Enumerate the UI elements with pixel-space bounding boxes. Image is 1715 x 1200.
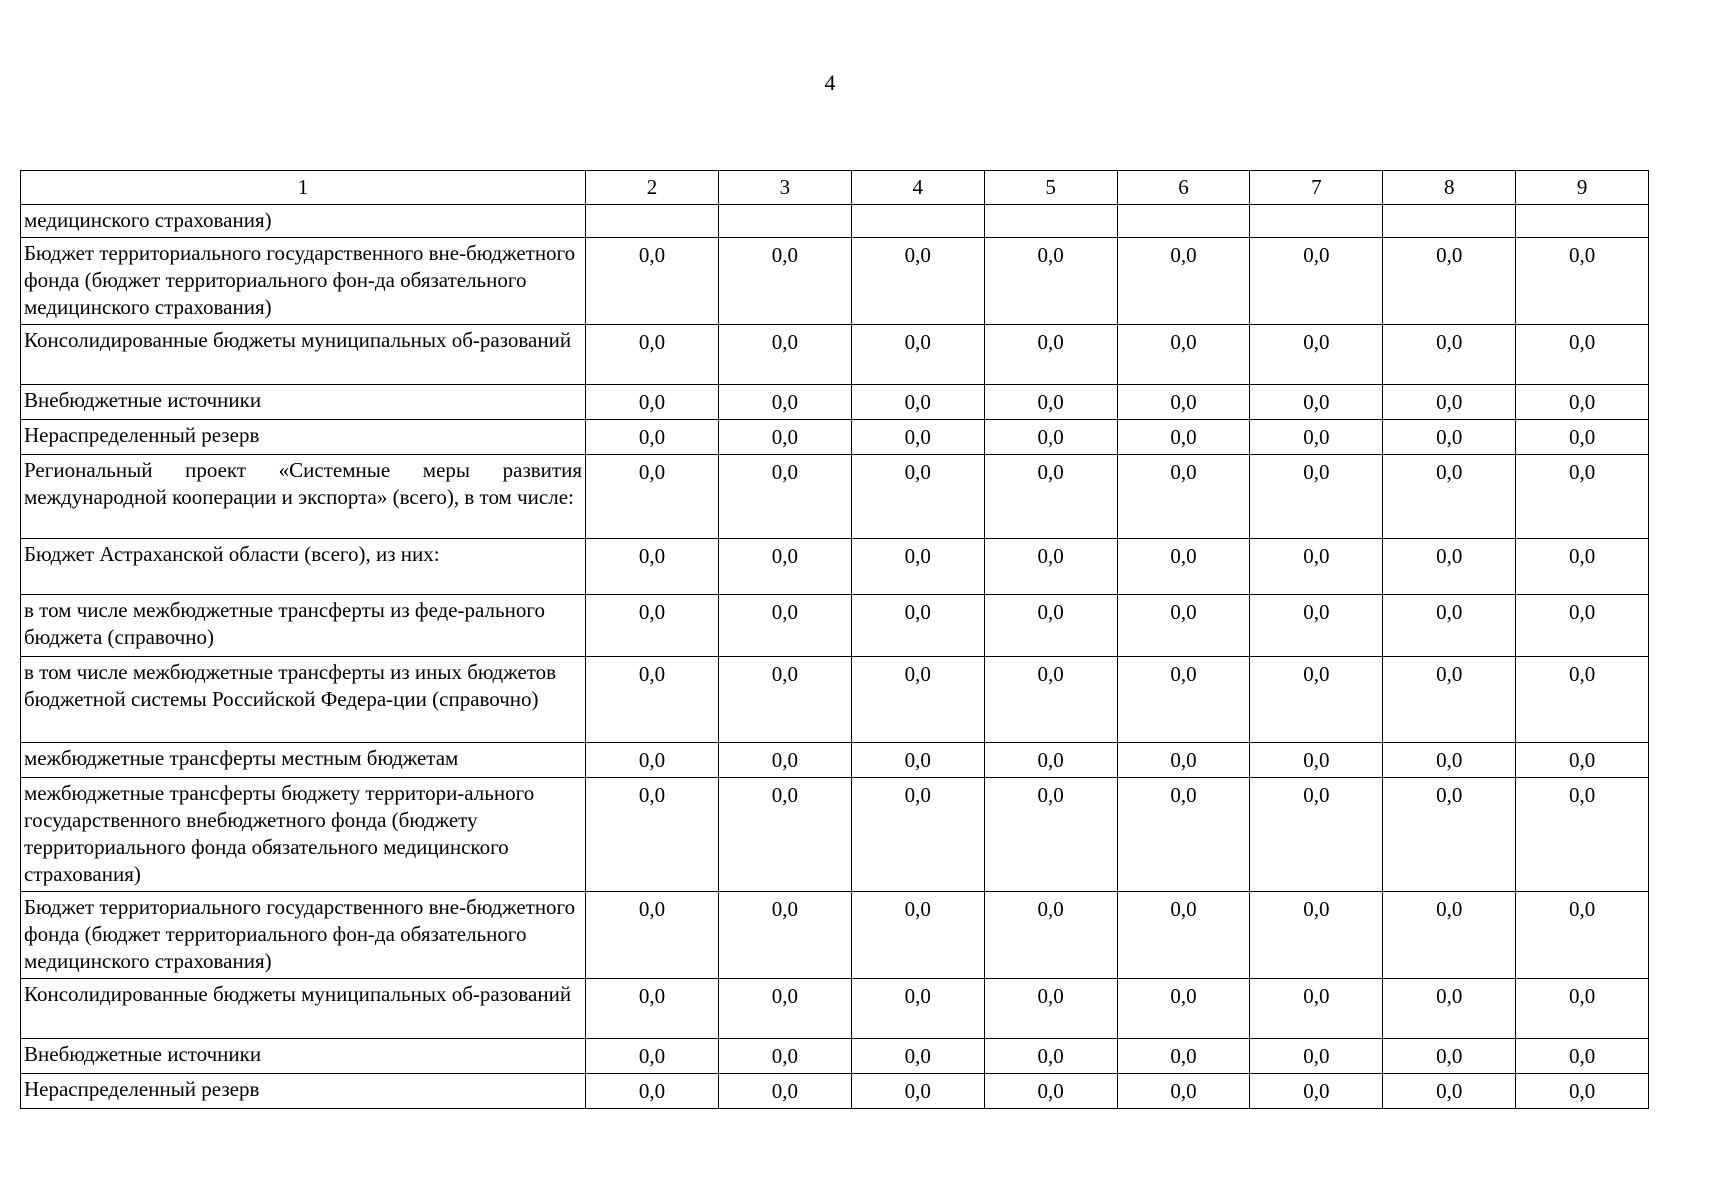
- value-cell: 0,0: [1383, 892, 1516, 979]
- value-cell: 0,0: [1117, 238, 1250, 325]
- value-cell: 0,0: [984, 385, 1117, 420]
- value-cell: 0,0: [1250, 420, 1383, 455]
- value-cell: 0,0: [586, 657, 719, 743]
- value-cell: 0,0: [718, 539, 851, 595]
- value-cell: 0,0: [984, 1039, 1117, 1074]
- row-label: Бюджет территориального государственного вне-бюджетного фонда (бюджет территориального фон-да обязательного медицинского страхования): [21, 238, 586, 325]
- value-cell: 0,0: [586, 238, 719, 325]
- value-cell: 0,0: [1117, 1074, 1250, 1109]
- value-cell: 0,0: [586, 1074, 719, 1109]
- table-row: [21, 595, 1649, 657]
- value-cell: 0,0: [1516, 657, 1649, 743]
- table-row: [21, 385, 1649, 420]
- value-cell: 0,0: [718, 979, 851, 1039]
- value-cell: 0,0: [586, 420, 719, 455]
- value-cell: 0,0: [1383, 539, 1516, 595]
- value-cell: 0,0: [1383, 385, 1516, 420]
- value-cell: [984, 205, 1117, 238]
- value-cell: 0,0: [984, 979, 1117, 1039]
- value-cell: 0,0: [1383, 595, 1516, 657]
- value-cell: [851, 205, 984, 238]
- row-label: Внебюджетные источники: [21, 385, 586, 420]
- value-cell: 0,0: [1516, 778, 1649, 892]
- value-cell: 0,0: [1117, 657, 1250, 743]
- value-cell: [1516, 205, 1649, 238]
- value-cell: 0,0: [718, 892, 851, 979]
- row-label: в том числе межбюджетные трансферты из феде-рального бюджета (справочно): [21, 595, 586, 657]
- table-row: [21, 892, 1649, 979]
- column-header-4: 4: [851, 171, 984, 205]
- row-label: Консолидированные бюджеты муниципальных об-разований: [21, 979, 586, 1039]
- value-cell: 0,0: [1250, 1074, 1383, 1109]
- value-cell: 0,0: [1383, 778, 1516, 892]
- row-label: Бюджет территориального государственного вне-бюджетного фонда (бюджет территориального фон-да обязательного медицинского страхования): [21, 892, 586, 979]
- value-cell: 0,0: [718, 1074, 851, 1109]
- row-label: Региональный проект «Системные меры развития международной кооперации и экспорта» (всего), в том числе:: [21, 455, 586, 539]
- row-label: Нераспределенный резерв: [21, 1074, 586, 1109]
- value-cell: 0,0: [586, 539, 719, 595]
- row-label: Внебюджетные источники: [21, 1039, 586, 1074]
- value-cell: 0,0: [1250, 743, 1383, 778]
- page-number: 4: [824, 70, 836, 95]
- value-cell: 0,0: [1250, 595, 1383, 657]
- table-row: [21, 743, 1649, 778]
- table-row: [21, 1039, 1649, 1074]
- value-cell: 0,0: [1516, 743, 1649, 778]
- row-label: межбюджетные трансферты местным бюджетам: [21, 743, 586, 778]
- value-cell: 0,0: [1117, 743, 1250, 778]
- table-row: [21, 325, 1649, 385]
- value-cell: 0,0: [1516, 979, 1649, 1039]
- value-cell: 0,0: [1516, 325, 1649, 385]
- value-cell: 0,0: [851, 455, 984, 539]
- value-cell: 0,0: [586, 595, 719, 657]
- row-label: в том числе межбюджетные трансферты из иных бюджетов бюджетной системы Российской Федера-ции (справочно): [21, 657, 586, 743]
- value-cell: 0,0: [851, 595, 984, 657]
- value-cell: [1383, 205, 1516, 238]
- value-cell: 0,0: [586, 1039, 719, 1074]
- value-cell: 0,0: [851, 1074, 984, 1109]
- value-cell: 0,0: [586, 979, 719, 1039]
- value-cell: 0,0: [1117, 455, 1250, 539]
- value-cell: 0,0: [586, 385, 719, 420]
- value-cell: 0,0: [984, 420, 1117, 455]
- value-cell: 0,0: [984, 892, 1117, 979]
- value-cell: 0,0: [1117, 1039, 1250, 1074]
- value-cell: 0,0: [851, 743, 984, 778]
- value-cell: [586, 205, 719, 238]
- table-row: [21, 238, 1649, 325]
- value-cell: 0,0: [1117, 420, 1250, 455]
- value-cell: 0,0: [1383, 420, 1516, 455]
- column-header-6: 6: [1117, 171, 1250, 205]
- row-label: межбюджетные трансферты бюджету территори-ального государственного внебюджетного фонда (бюджету территориального фонда обязательного медицинского страхования): [21, 778, 586, 892]
- budget-table: [20, 170, 1649, 1109]
- value-cell: 0,0: [1117, 539, 1250, 595]
- value-cell: 0,0: [1383, 325, 1516, 385]
- value-cell: 0,0: [1250, 979, 1383, 1039]
- value-cell: 0,0: [851, 657, 984, 743]
- value-cell: 0,0: [1250, 455, 1383, 539]
- table-row: [21, 205, 1649, 238]
- value-cell: 0,0: [851, 385, 984, 420]
- value-cell: 0,0: [718, 325, 851, 385]
- value-cell: 0,0: [1516, 892, 1649, 979]
- value-cell: 0,0: [984, 595, 1117, 657]
- value-cell: 0,0: [1250, 539, 1383, 595]
- value-cell: 0,0: [851, 979, 984, 1039]
- column-header-3: 3: [718, 171, 851, 205]
- value-cell: 0,0: [1117, 385, 1250, 420]
- row-label: Бюджет Астраханской области (всего), из них:: [21, 539, 586, 595]
- value-cell: 0,0: [586, 743, 719, 778]
- value-cell: 0,0: [1117, 892, 1250, 979]
- value-cell: 0,0: [1117, 325, 1250, 385]
- column-header-7: 7: [1250, 171, 1383, 205]
- value-cell: 0,0: [851, 420, 984, 455]
- value-cell: 0,0: [1516, 1039, 1649, 1074]
- value-cell: 0,0: [851, 539, 984, 595]
- value-cell: 0,0: [851, 892, 984, 979]
- value-cell: 0,0: [1117, 778, 1250, 892]
- value-cell: 0,0: [718, 778, 851, 892]
- value-cell: 0,0: [984, 657, 1117, 743]
- value-cell: 0,0: [718, 455, 851, 539]
- value-cell: [1117, 205, 1250, 238]
- value-cell: 0,0: [1516, 455, 1649, 539]
- row-label: Консолидированные бюджеты муниципальных об-разований: [21, 325, 586, 385]
- table-row: [21, 420, 1649, 455]
- value-cell: 0,0: [851, 778, 984, 892]
- value-cell: 0,0: [1250, 325, 1383, 385]
- column-header-2: 2: [586, 171, 719, 205]
- value-cell: 0,0: [586, 455, 719, 539]
- value-cell: 0,0: [851, 325, 984, 385]
- table-row: [21, 1074, 1649, 1109]
- column-header-8: 8: [1383, 171, 1516, 205]
- table-row: [21, 778, 1649, 892]
- column-header-1: 1: [21, 171, 586, 205]
- column-number-row: [21, 171, 1649, 205]
- value-cell: 0,0: [586, 325, 719, 385]
- table-row: [21, 657, 1649, 743]
- value-cell: 0,0: [984, 743, 1117, 778]
- value-cell: 0,0: [1516, 539, 1649, 595]
- value-cell: 0,0: [1250, 1039, 1383, 1074]
- value-cell: 0,0: [1383, 238, 1516, 325]
- value-cell: 0,0: [1383, 455, 1516, 539]
- value-cell: [1250, 205, 1383, 238]
- column-header-9: 9: [1516, 171, 1649, 205]
- value-cell: 0,0: [1250, 657, 1383, 743]
- value-cell: 0,0: [1516, 1074, 1649, 1109]
- value-cell: 0,0: [718, 385, 851, 420]
- value-cell: 0,0: [851, 238, 984, 325]
- value-cell: 0,0: [1383, 1074, 1516, 1109]
- column-header-5: 5: [984, 171, 1117, 205]
- table-row: [21, 539, 1649, 595]
- table-row: [21, 979, 1649, 1039]
- value-cell: 0,0: [984, 539, 1117, 595]
- value-cell: 0,0: [1250, 892, 1383, 979]
- value-cell: 0,0: [1250, 385, 1383, 420]
- value-cell: 0,0: [1516, 595, 1649, 657]
- value-cell: 0,0: [718, 743, 851, 778]
- value-cell: 0,0: [718, 420, 851, 455]
- value-cell: 0,0: [718, 238, 851, 325]
- row-label: медицинского страхования): [21, 205, 586, 238]
- value-cell: 0,0: [1250, 238, 1383, 325]
- value-cell: 0,0: [984, 325, 1117, 385]
- table-row: [21, 455, 1649, 539]
- value-cell: 0,0: [1250, 778, 1383, 892]
- value-cell: 0,0: [586, 778, 719, 892]
- value-cell: 0,0: [984, 778, 1117, 892]
- value-cell: 0,0: [984, 1074, 1117, 1109]
- value-cell: 0,0: [586, 892, 719, 979]
- value-cell: 0,0: [1516, 385, 1649, 420]
- value-cell: 0,0: [1516, 238, 1649, 325]
- value-cell: 0,0: [1117, 979, 1250, 1039]
- value-cell: 0,0: [851, 1039, 984, 1074]
- value-cell: 0,0: [1383, 743, 1516, 778]
- value-cell: 0,0: [1383, 979, 1516, 1039]
- value-cell: 0,0: [1383, 1039, 1516, 1074]
- value-cell: 0,0: [718, 1039, 851, 1074]
- value-cell: 0,0: [718, 595, 851, 657]
- value-cell: 0,0: [718, 657, 851, 743]
- value-cell: 0,0: [1516, 420, 1649, 455]
- value-cell: 0,0: [1383, 657, 1516, 743]
- value-cell: 0,0: [984, 238, 1117, 325]
- value-cell: 0,0: [984, 455, 1117, 539]
- value-cell: 0,0: [1117, 595, 1250, 657]
- value-cell: [718, 205, 851, 238]
- row-label: Нераспределенный резерв: [21, 420, 586, 455]
